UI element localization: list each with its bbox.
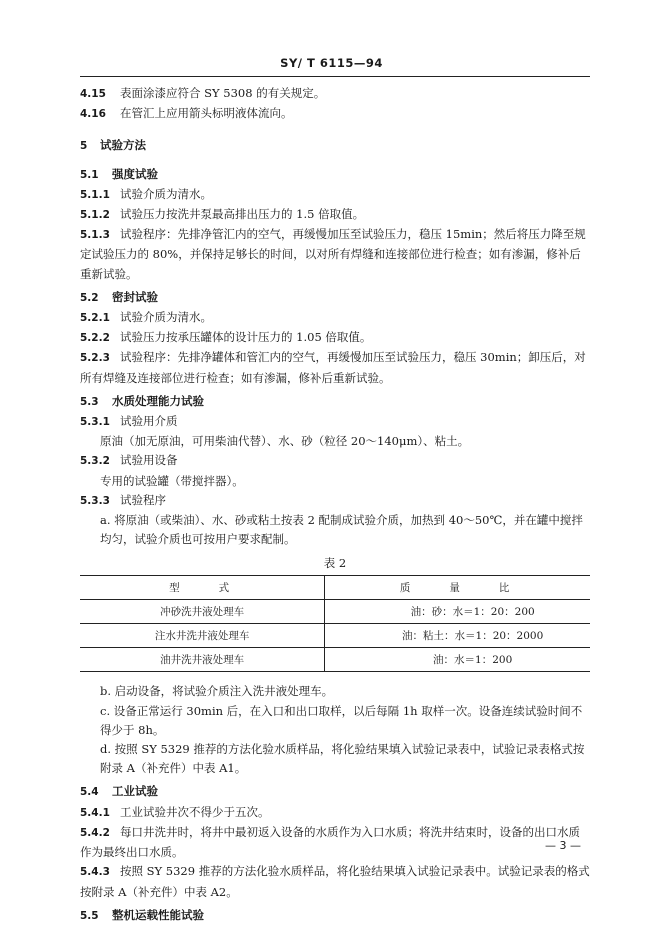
clause-text: 每口井洗井时，将井中最初返入设备的水质作为入口水质；将洗井结束时，设备的出口水质作为最终出口水质。 — [80, 824, 580, 860]
table-row — [80, 648, 590, 672]
ratio-table — [80, 575, 590, 672]
clause-5-4-1 — [80, 803, 590, 823]
clause-5-3-3 — [80, 491, 590, 511]
clause-text: 试验压力按洗井泵最高排出压力的 1.5 倍取值。 — [120, 207, 365, 222]
clause-5-3-1 — [80, 412, 590, 432]
clause-text: 表面涂漆应符合 SY 5308 的有关规定。 — [120, 86, 326, 100]
section-number: 5.5 — [80, 909, 99, 922]
clause-number: 5.4.1 — [80, 806, 110, 819]
clause-5-3-2 — [80, 451, 590, 471]
clause-number: 5.1.1 — [80, 188, 110, 201]
clause-5-3-1-body: 原油（加无原油，可用柴油代替）、水、砂（粒径 20～140μm）、粘土。 — [100, 434, 470, 449]
clause-number: 5.2.1 — [80, 312, 110, 325]
section-title: 工业试验 — [112, 784, 158, 799]
clause-4-16 — [80, 104, 590, 124]
section-title: 强度试验 — [112, 166, 158, 181]
section-number: 5.4 — [80, 786, 99, 799]
clause-number: 5.2.3 — [80, 352, 110, 365]
clause-text: 试验程序 — [120, 492, 166, 507]
section-5-3-heading — [80, 392, 590, 412]
step-a: a. 将原油（或柴油）、水、砂或粘土按表 2 配制成试验介质，加热到 40～50℃，并在罐中搅拌均匀，试验介质也可按用户要求配制。 — [100, 513, 583, 547]
clause-number: 5.2.2 — [80, 332, 110, 345]
clause-text: 按照 SY 5329 推荐的方法化验水质样品，将化验结果填入试验记录表中。试验记录表的格式按附录 A（补充件）中表 A2。 — [80, 864, 590, 899]
clause-number: 5.1.2 — [80, 209, 110, 222]
clause-text: 试验介质为清水。 — [120, 310, 212, 325]
clause-4-15 — [80, 84, 590, 104]
table-cell: 油：水＝1：200 — [325, 648, 590, 672]
step-d: d. 按照 SY 5329 推荐的方法化验水质样品，将化验结果填入试验记录表中，试验记录表格式按附录 A（补充件）中表 A1。 — [100, 742, 585, 776]
clause-number: 5.3.2 — [80, 455, 110, 468]
section-5-4-heading — [80, 782, 590, 802]
header-rule — [80, 76, 590, 77]
clause-text: 试验程序：先排净罐体和管汇内的空气，再缓慢加压至试验压力，稳压 30min；卸压后，对所有焊缝及连接部位进行检查；如有渗漏，修补后重新试验。 — [80, 350, 586, 385]
clause-5-1-3 — [80, 225, 590, 284]
section-number: 5.1 — [80, 168, 99, 181]
section-title: 试验方法 — [100, 138, 146, 153]
section-number: 5 — [80, 140, 88, 153]
section-title: 整机运载性能试验 — [112, 907, 204, 922]
table-row — [80, 624, 590, 648]
clause-number: 5.4.3 — [80, 866, 110, 879]
section-number: 5.3 — [80, 395, 99, 408]
clause-text: 工业试验井次不得少于五次。 — [120, 804, 270, 819]
clause-5-1-2 — [80, 205, 590, 225]
clause-5-2-3 — [80, 348, 590, 387]
clause-number: 5.3.1 — [80, 416, 110, 429]
section-title: 水质处理能力试验 — [112, 393, 204, 408]
table-cell: 注水井洗井液处理车 — [80, 624, 325, 648]
clause-number: 5.4.2 — [80, 826, 110, 839]
table-cell: 油：砂：水＝1：20：200 — [325, 600, 590, 624]
clause-number: 4.15 — [80, 88, 106, 100]
table-caption: 表 2 — [323, 556, 347, 571]
clause-5-4-3 — [80, 862, 590, 901]
section-5-heading — [80, 136, 590, 156]
clause-text: 在管汇上应用箭头标明液体流向。 — [120, 106, 293, 121]
section-number: 5.2 — [80, 291, 99, 304]
step-b: b. 启动设备，将试验介质注入洗井液处理车。 — [100, 684, 334, 699]
clause-5-2-2 — [80, 328, 590, 348]
column-header-ratio: 质 量 比 — [325, 576, 590, 600]
table-cell: 油：粘土：水＝1：20：2000 — [325, 624, 590, 648]
table-cell: 油井洗井液处理车 — [80, 648, 325, 672]
clause-number: 4.16 — [80, 108, 106, 121]
clause-5-2-1 — [80, 308, 590, 328]
clause-text: 试验程序：先排净管汇内的空气，再缓慢加压至试验压力，稳压 15min；然后将压力降至规定试验压力的 80%，并保持足够长的时间，以对所有焊缝和连接部位进行检查；如有渗漏，修补后重新试验。 — [80, 227, 586, 281]
column-header-type: 型 式 — [80, 576, 325, 600]
clause-number: 5.3.3 — [80, 494, 110, 507]
clause-5-1-1 — [80, 185, 590, 205]
document-header: SY/ T 6115—94 — [280, 56, 383, 70]
table-row — [80, 600, 590, 624]
section-5-2-heading — [80, 288, 590, 308]
clause-text: 试验用介质 — [120, 414, 178, 429]
clause-5-3-2-body: 专用的试验罐（带搅拌器）。 — [100, 473, 244, 488]
clause-5-4-2 — [80, 823, 590, 862]
clause-text: 试验介质为清水。 — [120, 186, 212, 201]
section-title: 密封试验 — [112, 289, 158, 304]
document-body — [80, 84, 590, 926]
clause-text: 试验压力按承压罐体的设计压力的 1.05 倍取值。 — [120, 330, 372, 345]
page-number: — 3 — — [545, 839, 581, 852]
step-c: c. 设备正常运行 30min 后，在入口和出口取样，以后每隔 1h 取样一次。设备连续试验时间不得少于 8h。 — [100, 703, 583, 737]
table-header-row — [80, 576, 590, 600]
table-cell: 冲砂洗井液处理车 — [80, 600, 325, 624]
clause-number: 5.1.3 — [80, 229, 110, 242]
section-5-1-heading — [80, 165, 590, 185]
clause-text: 试验用设备 — [120, 453, 178, 468]
